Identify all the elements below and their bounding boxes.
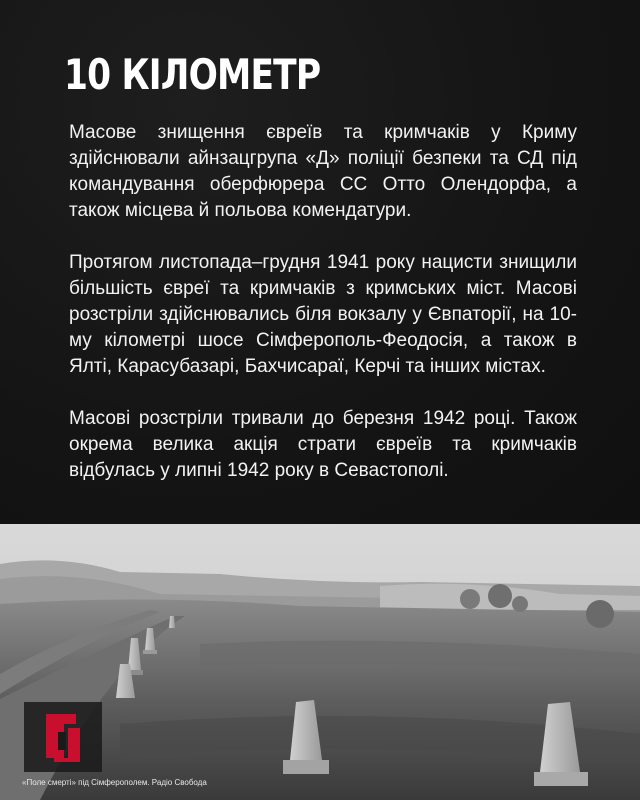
- page-title: 10 КІЛОМЕТР: [64, 50, 321, 99]
- article-body: [69, 120, 577, 510]
- photo-caption: «Поле смерті» під Сімферополем. Радіо Свобода: [22, 778, 207, 787]
- paragraph-3: Масові розстріли тривали до березня 1942 році. Також окрема велика акція страти євреїв та кримчаків відбулась у липні 1942 року в Севастополі.: [69, 408, 577, 481]
- paragraph-2: Протягом листопада–грудня 1941 року нацисти знищили більшість євреї та кримчаків з кримських міст. Масові розстріли здійснювались біля вокзалу у Євпаторії, на 10-му кілометрі шосе Сімферополь-Феодосія, а також в Ялті, Карасубазарі, Бахчисараї, Керчі та інших містах.: [69, 252, 577, 377]
- radio-svoboda-logo-icon: [24, 702, 102, 772]
- paragraph-1: Масове знищення євреїв та кримчаків у Криму здійснювали айнзацгрупа «Д» поліції безпеки та СД під командування оберфюрера СС Отто Олендорфа, а також місцева й польова комендатури.: [69, 122, 577, 221]
